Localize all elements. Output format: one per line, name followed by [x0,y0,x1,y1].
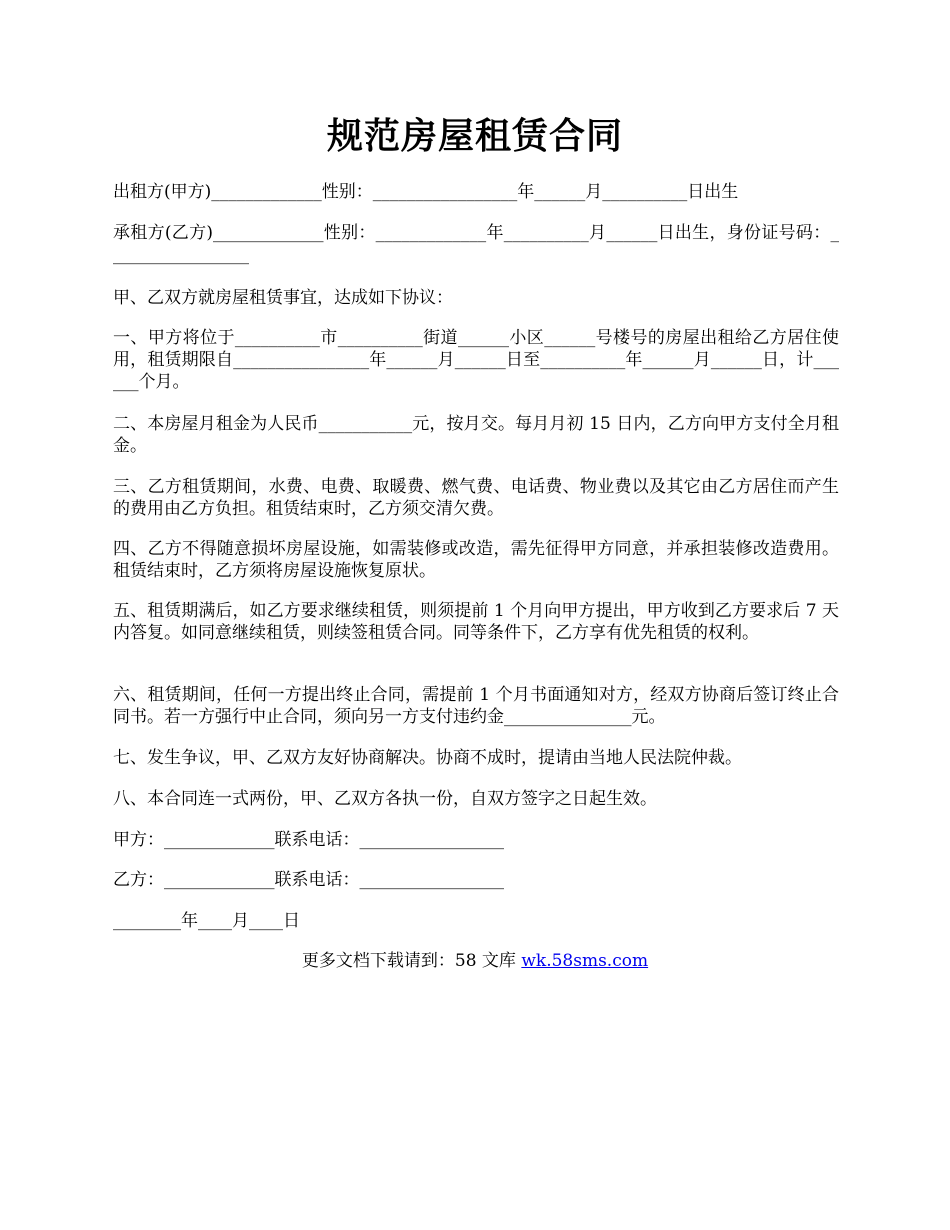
signature-date: ________年____月____日 [113,911,300,931]
paragraph-clause-4: 四、乙方不得随意损坏房屋设施，如需装修或改造，需先征得甲方同意，并承担装修改造费用。租赁结束时，乙方须将房屋设施恢复原状。 [113,539,839,581]
paragraph-clause-3: 三、乙方租赁期间，水费、电费、取暖费、燃气费、电话费、物业费以及其它由乙方居住而产生的费用由乙方负担。租赁结束时，乙方须交清欠费。 [113,477,839,519]
paragraph-clause-5: 五、租赁期满后，如乙方要求继续租赁，则须提前 1 个月向甲方提出，甲方收到乙方要求后 7 天内答复。如同意继续租赁，则续签租赁合同。同等条件下，乙方享有优先租赁的权利。 [113,601,839,643]
paragraph-clause-8: 八、本合同连一式两份，甲、乙双方各执一份，自双方签字之日起生效。 [113,789,657,809]
signature-party-a: 甲方：_____________联系电话：_________________ [113,830,504,850]
paragraph-clause-1: 一、甲方将位于__________市__________街道______小区______号楼号的房屋出租给乙方居住使用，租赁期限自________________年______月______日至__________年______月______日，计______个月。 [113,328,839,392]
paragraph-clause-6: 六、租赁期间，任何一方提出终止合同，需提前 1 个月书面通知对方，经双方协商后签订终止合同书。若一方强行中止合同，须向另一方支付违约金_______________元。 [113,685,839,727]
paragraph-agreement-intro: 甲、乙双方就房屋租赁事宜，达成如下协议： [113,288,453,308]
paragraph-lessee-info: 承租方(乙方)_____________性别：_____________年__________月______日出生，身份证号码：_________________ [113,223,839,265]
download-footer [0,950,950,972]
paragraph-clause-2: 二、本房屋月租金为人民币___________元，按月交。每月月初 15 日内，乙方向甲方支付全月租金。 [113,414,839,456]
document-title: 规范房屋租赁合同 [326,115,623,157]
footer-text: 更多文档下载请到：58 文库 [301,951,522,971]
signature-party-b: 乙方：_____________联系电话：_________________ [113,870,504,890]
paragraph-clause-7: 七、发生争议，甲、乙双方友好协商解决。协商不成时，提请由当地人民法院仲裁。 [113,748,742,768]
footer-link[interactable]: wk.58sms.com [521,951,649,971]
paragraph-lessor-info: 出租方(甲方)_____________性别：_________________年______月__________日出生 [113,182,739,202]
